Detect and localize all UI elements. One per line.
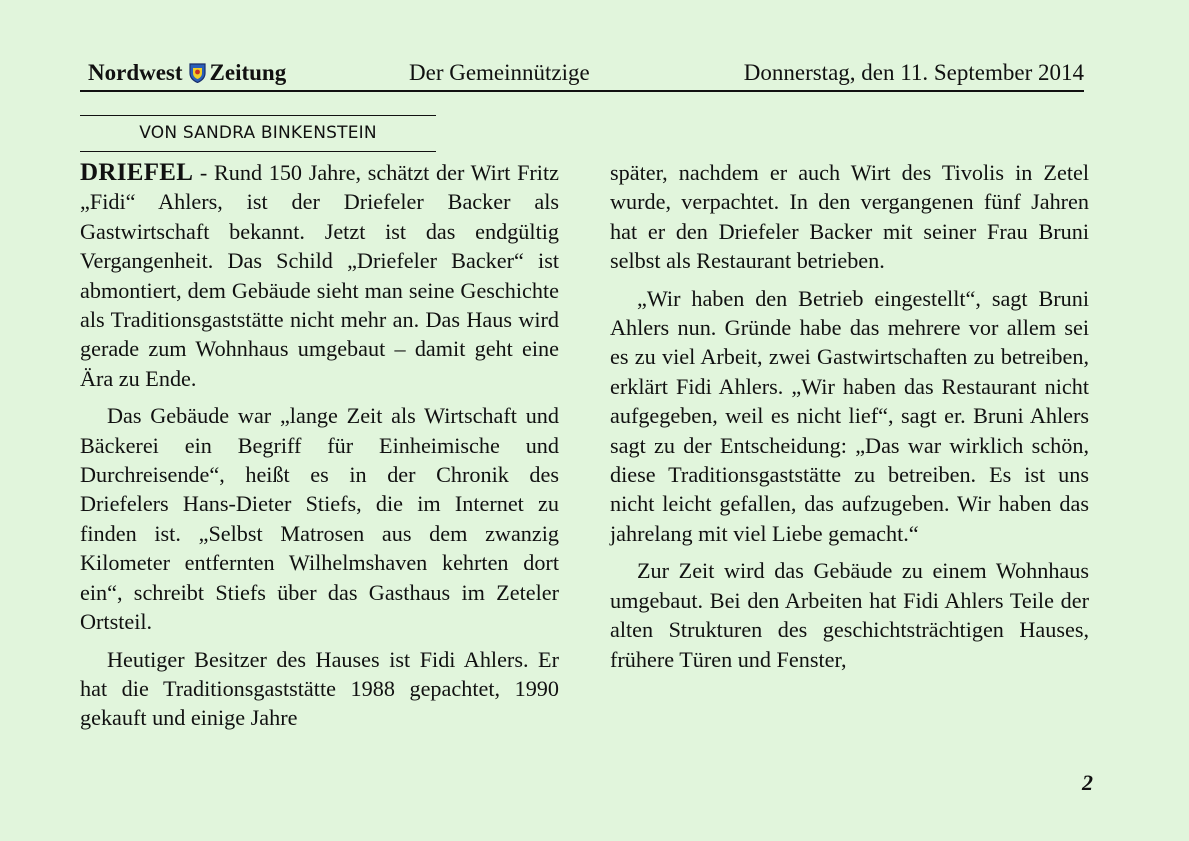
masthead-name-left: Nordwest [88, 60, 183, 85]
masthead-name-right: Zeitung [209, 60, 287, 85]
paragraph: Das Gebäude war „lange Zeit als Wirtschaft und Bäckerei ein Begriff für Einheimische und Durchreisende“, heißt es in der Chronik des Driefelers Hans-Dieter Stiefs, die im Internet zu finden ist. „Selbst Matrosen aus dem zwanzig Kilometer entfernten Wilhelmshaven kehrten dort ein“, schreibt Stiefs über das Gasthaus im Zeteler Ortsteil. [80, 403, 559, 635]
paragraph: Zur Zeit wird das Gebäude zu einem Wohnhaus umgebaut. Bei den Arbeiten hat Fidi Ahlers Teile der alten Strukturen des geschichtsträchtigen Hauses, frühere Türen und Fenster, [610, 558, 1089, 672]
paragraph-continuation: später, nachdem er auch Wirt des Tivolis in Zetel wurde, verpachtet. In den vergangenen fünf Jahren hat er den Driefeler Backer mit seiner Frau Bruni selbst als Restaurant betrieben. [610, 160, 1089, 274]
paragraph: Heutiger Besitzer des Hauses ist Fidi Ahlers. Er hat die Traditionsgaststätte 1988 gepachtet, 1990 gekauft und einige Jahre [80, 646, 559, 731]
paragraph: „Wir haben den Betrieb eingestellt“, sagt Bruni Ahlers nun. Gründe habe das mehrere vor allem sei es zu viel Arbeit, zwei Gastwirtschaften zu betreiben, erklärt Fidi Ahlers. „Wir haben das Restaurant nicht aufgegeben, weil es nicht lief“, sagt er. Bruni Ahlers sagt zu der Entscheidung: „Das war wirklich schön, diese Traditionsgaststätte zu betreiben. Es ist uns nicht leicht gefallen, das aufzugeben. Wir haben das jahrelang mit viel Liebe gemacht.“ [610, 285, 1089, 546]
dateline: Donnerstag, den 11. September 2014 [743, 60, 1084, 85]
byline: VON SANDRA BINKENSTEIN [80, 115, 436, 152]
article-column-2 [610, 158, 1089, 682]
lead-text: - Rund 150 Jahre, schätzt der Wirt Fritz „Fidi“ Ahlers, ist der Driefeler Backer als Gastwirtschaft bekannt. Jetzt ist das endgültig Vergangenheit. Das Schild „Driefeler Backer“ ist abmontiert, dem Gebäude sieht man seine Geschichte als Traditionsgaststätte nicht mehr an. Das Haus wird gerade zum Wohnhaus umgebaut – damit geht eine Ära zu Ende. [80, 160, 559, 391]
section-title: Der Gemeinnützige [409, 60, 590, 85]
article-column-1 [80, 158, 559, 741]
masthead [88, 60, 286, 86]
page-number: 2 [1082, 770, 1093, 795]
lead-paragraph [80, 158, 559, 393]
dateline-place: DRIEFEL [80, 159, 194, 186]
coat-of-arms-icon [189, 63, 206, 83]
newspaper-header [80, 58, 1084, 92]
